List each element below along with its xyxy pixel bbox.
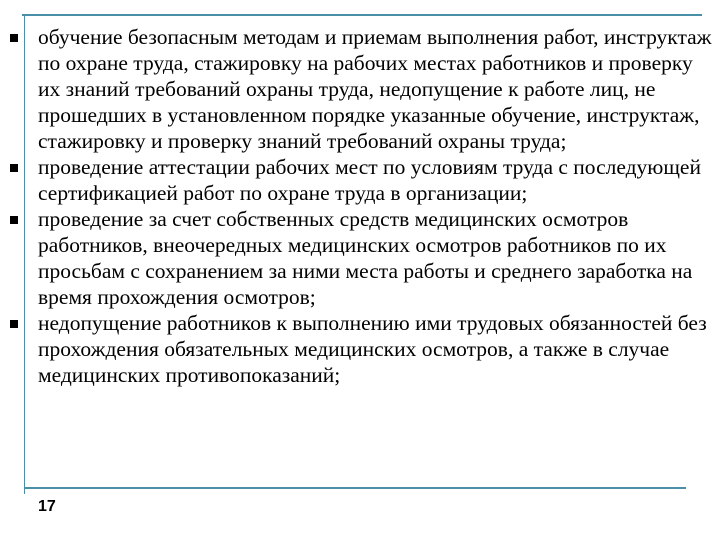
bottom-divider [24,487,686,489]
square-bullet-icon [10,216,18,224]
list-item-text: проведение аттестации рабочих мест по условиям труда с последующей сертификацией работ по охране труда в организации; [38,155,701,205]
bullet-list [10,24,716,388]
list-item-text: обучение безопасным методам и приемам выполнения работ, инструктаж по охране труда, стажировку на рабочих местах работников и проверку их знаний требований охраны труда, недопущение к работе лиц, не прошедших в установленном порядке указанные обучение, инструктаж, стажировку и проверку знаний требований охраны труда; [38,25,712,153]
list-item [10,206,716,310]
square-bullet-icon [10,320,18,328]
list-item [10,310,716,388]
list-item-text: проведение за счет собственных средств медицинских осмотров работников, внеочередных медицинских осмотров работников по их просьбам с сохранением за ними места работы и среднего заработка на время прохождения осмотров; [38,207,693,309]
list-item [10,24,716,154]
slide-number: 17 [38,498,56,515]
list-item-text: недопущение работников к выполнению ими трудовых обязанностей без прохождения обязательных медицинских осмотров, а также в случае медицинских противопоказаний; [38,311,707,387]
square-bullet-icon [10,34,18,42]
square-bullet-icon [10,164,18,172]
top-divider [22,14,702,16]
list-item [10,154,716,206]
